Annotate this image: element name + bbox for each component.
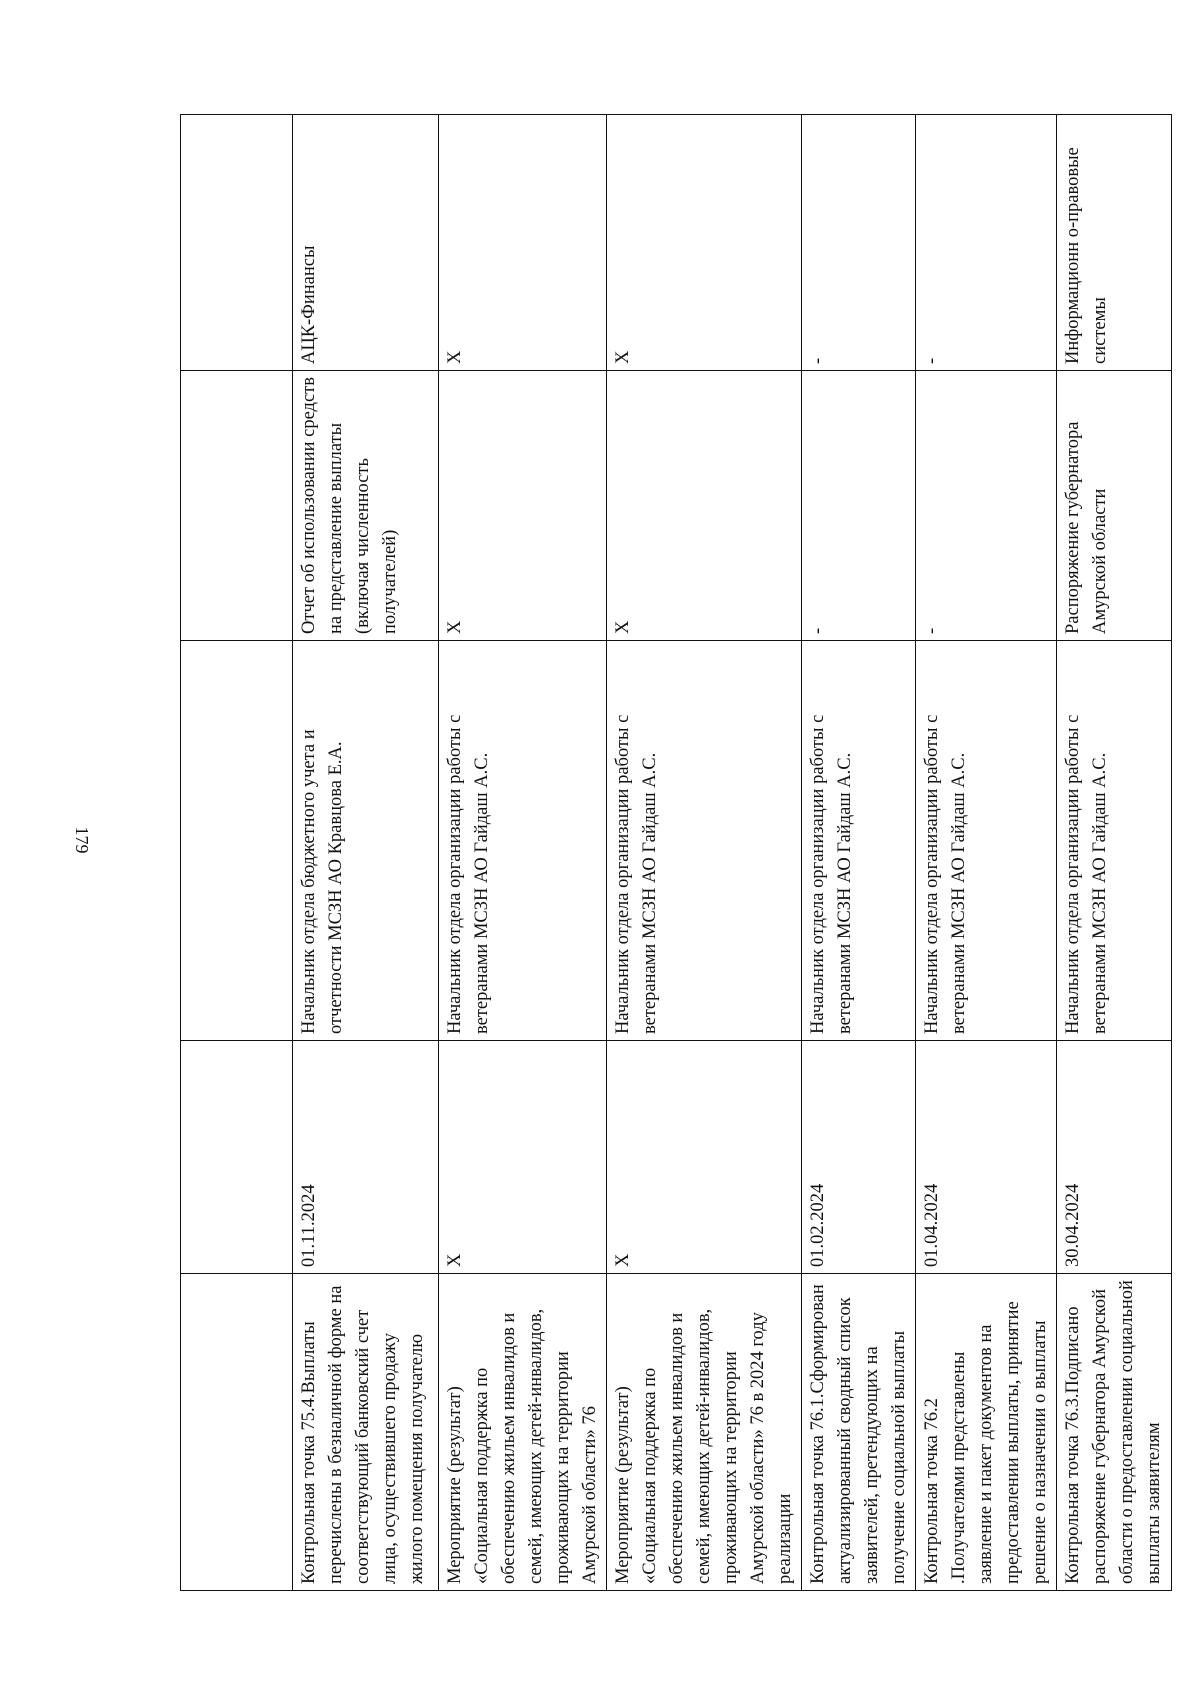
cell-responsible: Начальник отдела бюджетного учета и отчетности МСЗН АО Кравцова Е.А.: [293, 641, 439, 1041]
cell-document: -: [916, 371, 1057, 641]
cell-responsible: Начальник отдела организации работы с ветеранами МСЗН АО Гайдаш А.С.: [607, 641, 802, 1041]
cell-event: Контрольная точка 75.4.Выплаты перечислены в безналичной форме на соответствующий банковский счет лица, осуществившего продажу жилого помещения получателю: [293, 1274, 439, 1591]
cell-responsible: Начальник отдела организации работы с ветеранами МСЗН АО Гайдаш А.С.: [802, 641, 916, 1041]
plan-table: [180, 114, 1172, 1591]
cell-responsible: Начальник отдела организации работы с ветеранами МСЗН АО Гайдаш А.С.: [1057, 641, 1172, 1041]
cell-document: Отчет об использовании средств на представление выплаты (включая численность получателей): [293, 371, 439, 641]
cell-date: Х: [607, 1041, 802, 1274]
cell-document: Х: [439, 371, 607, 641]
page-number: 179: [72, 826, 92, 854]
cell-date: 01.04.2024: [916, 1041, 1057, 1274]
header-cell-date: [181, 1041, 293, 1274]
table-row: [916, 115, 1057, 1591]
cell-system: АЦК-Финансы: [293, 115, 439, 371]
cell-system: Х: [439, 115, 607, 371]
cell-document: -: [802, 371, 916, 641]
rotated-table-container: [180, 115, 1164, 1591]
cell-responsible: Начальник отдела организации работы с ветеранами МСЗН АО Гайдаш А.С.: [439, 641, 607, 1041]
cell-event: Мероприятие (результат) «Социальная поддержка по обеспечению жильем инвалидов и семей, имеющих детей-инвалидов, проживающих на территории Амурской области» 76: [439, 1274, 607, 1591]
header-cell-document: [181, 371, 293, 641]
cell-system: Х: [607, 115, 802, 371]
cell-document: Х: [607, 371, 802, 641]
header-cell-responsible: [181, 641, 293, 1041]
table-row: [293, 115, 439, 1591]
cell-system: -: [916, 115, 1057, 371]
cell-responsible: Начальник отдела организации работы с ветеранами МСЗН АО Гайдаш А.С.: [916, 641, 1057, 1041]
cell-event: Мероприятие (результат) «Социальная поддержка по обеспечению жильем инвалидов и семей, имеющих детей-инвалидов, проживающих на территории Амурской области» 76 в 2024 году реализации: [607, 1274, 802, 1591]
header-cell-event: [181, 1274, 293, 1591]
cell-date: Х: [439, 1041, 607, 1274]
cell-event: Контрольная точка 76.2 .Получателями представлены заявление и пакет документов на предоставлении выплаты, принятие решение о назначении о выплаты: [916, 1274, 1057, 1591]
cell-system: -: [802, 115, 916, 371]
cell-date: 01.11.2024: [293, 1041, 439, 1274]
table-header-row: [181, 115, 293, 1591]
table-row: [1057, 115, 1172, 1591]
cell-date: 01.02.2024: [802, 1041, 916, 1274]
table-row: [607, 115, 802, 1591]
table-row: [802, 115, 916, 1591]
cell-document: Распоряжение губернатора Амурской области: [1057, 371, 1172, 641]
header-cell-system: [181, 115, 293, 371]
table-row: [439, 115, 607, 1591]
cell-date: 30.04.2024: [1057, 1041, 1172, 1274]
cell-system: Информационн о-правовые системы: [1057, 115, 1172, 371]
cell-event: Контрольная точка 76.3.Подписано распоряжение губернатора Амурской области о предоставлении социальной выплаты заявителям: [1057, 1274, 1172, 1591]
cell-event: Контрольная точка 76.1.Сформирован актуализированный сводный список заявителей, претендующих на получение социальной выплаты: [802, 1274, 916, 1591]
